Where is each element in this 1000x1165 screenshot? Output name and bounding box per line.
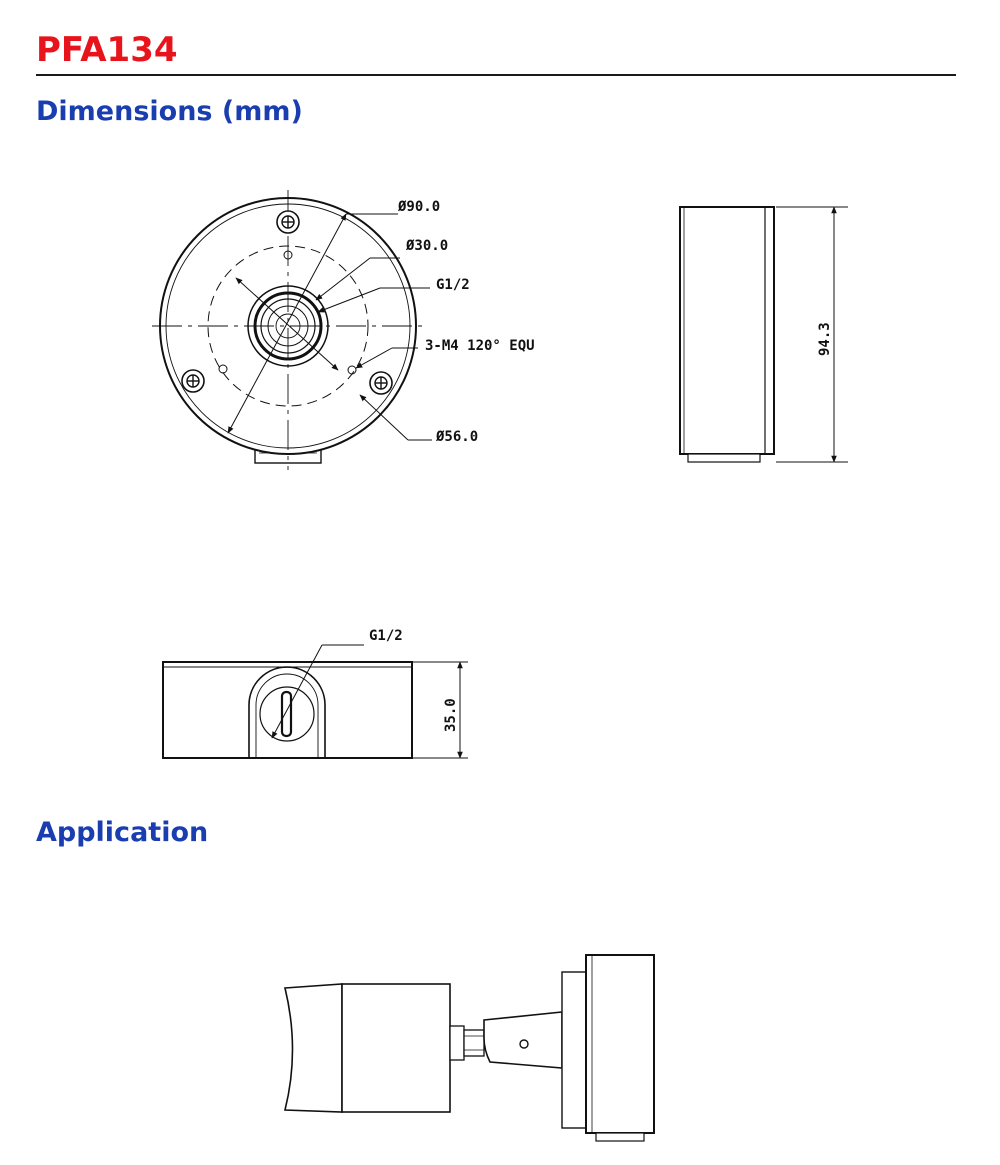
side-bottom-lip [688, 454, 760, 462]
bottom-view [163, 645, 468, 758]
application-heading: Application [36, 817, 209, 848]
front-screw-left [182, 370, 204, 392]
front-view [152, 190, 432, 470]
application-illustration [285, 955, 654, 1141]
front-outer-diameter-label: Ø90.0 [398, 199, 441, 215]
side-body [680, 207, 774, 454]
camera-body [342, 984, 450, 1112]
mount-plate [562, 972, 586, 1128]
bottom-thread-label: G1/2 [369, 628, 403, 644]
front-thread-label: G1/2 [436, 277, 470, 293]
bottom-depth-label: 35.0 [443, 698, 459, 732]
front-screw-top [277, 211, 299, 233]
dimensions-heading: Dimensions (mm) [36, 96, 303, 127]
front-bolt-circle-label: Ø56.0 [436, 429, 479, 445]
camera-front-hood [285, 984, 342, 1112]
front-inner-diameter-label: Ø30.0 [406, 238, 449, 254]
camera-joint [450, 1026, 464, 1060]
front-screw-label: 3-M4 120° EQU [425, 338, 535, 354]
page-title: PFA134 [36, 30, 178, 70]
junction-box-tab [596, 1133, 644, 1141]
junction-box [586, 955, 654, 1133]
front-screw-right [370, 372, 392, 394]
side-height-label: 94.3 [817, 322, 833, 356]
